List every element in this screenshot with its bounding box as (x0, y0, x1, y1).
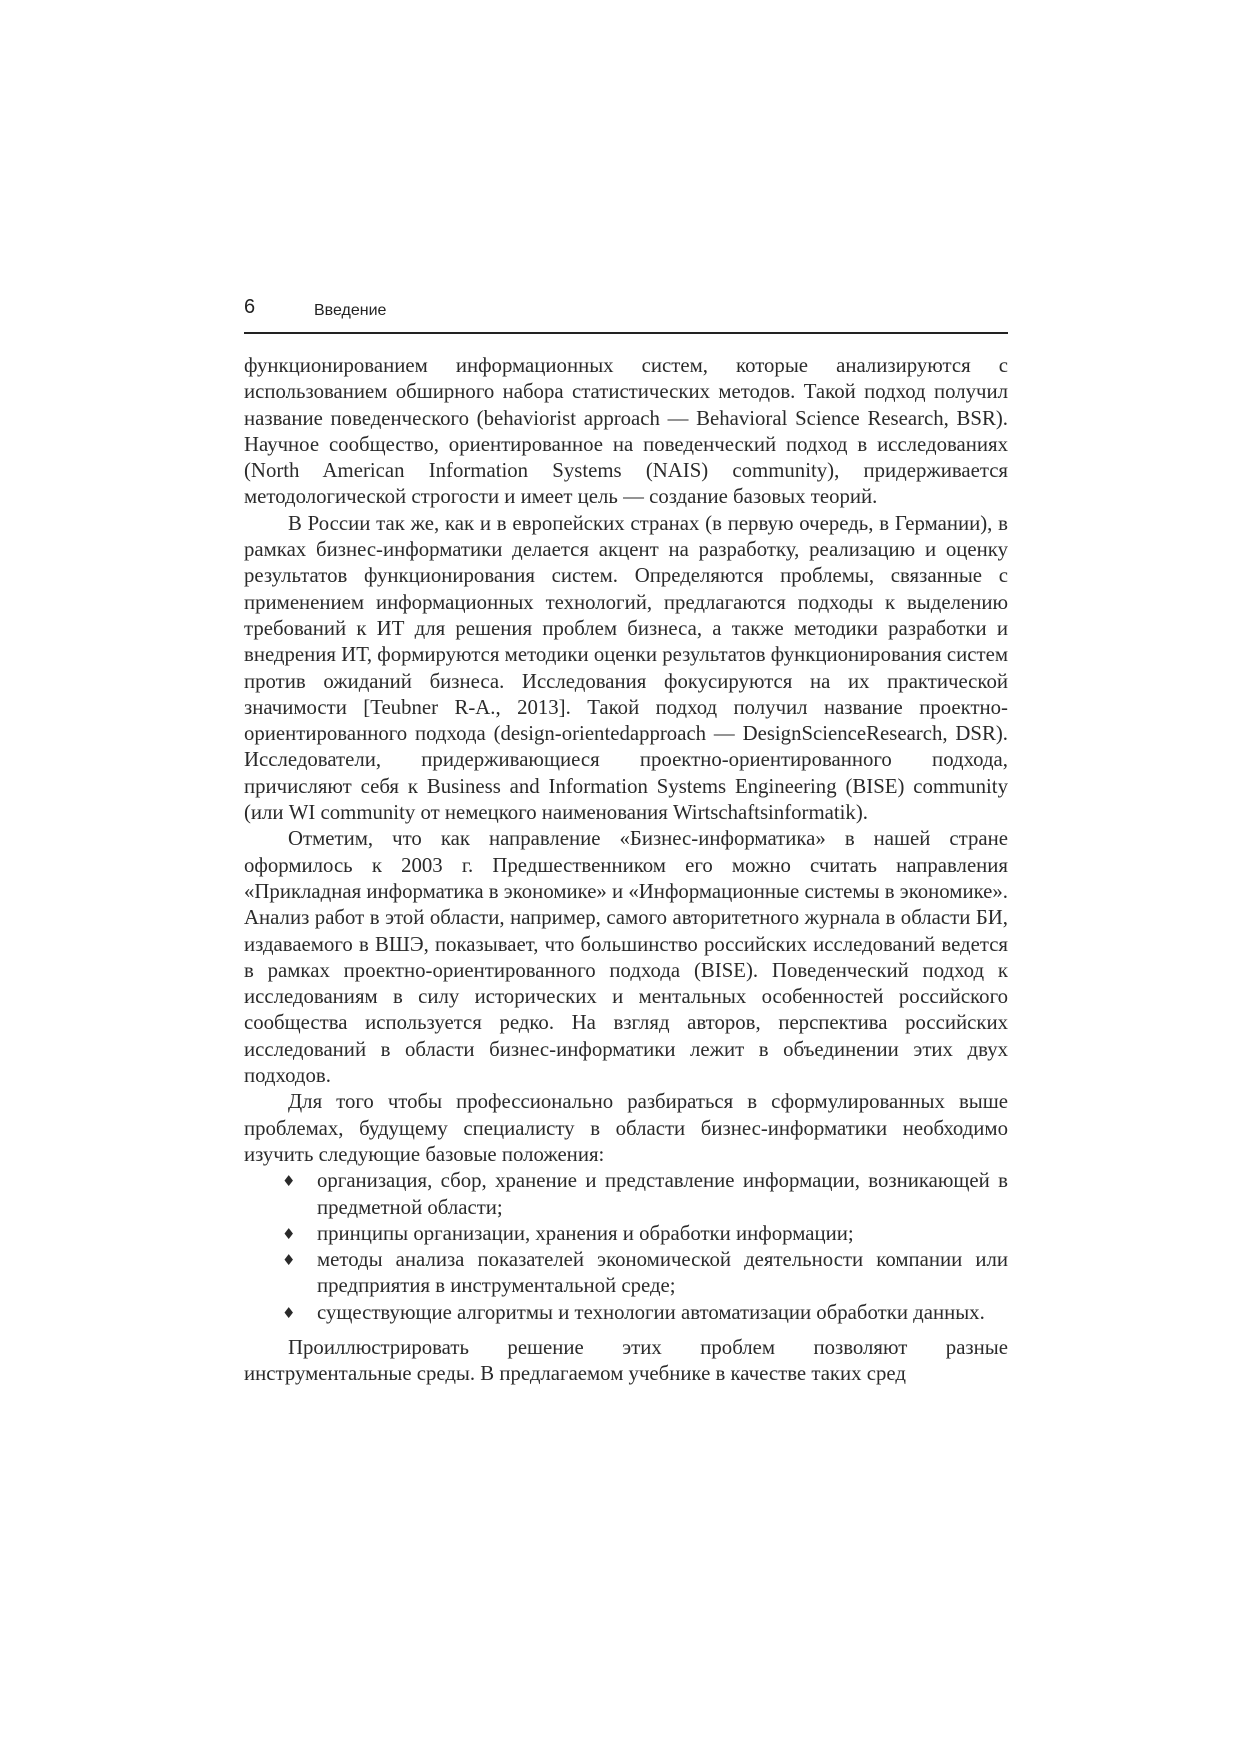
paragraph-4: Для того чтобы профессионально разбираться в сформулированных выше проблемах, будущему специалисту в области бизнес-информатики необходимо изучить следующие базовые положения: (244, 1090, 1008, 1166)
list-item (244, 1247, 1008, 1300)
paragraph-3: Отметим, что как направление «Бизнес-информатика» в нашей стране оформилось к 2003 г. Предшественником его можно считать направления «Прикладная информатика в экономике» и «Информационные системы в экономике». Анализ работ в этой области, например, самого авторитетного журнала в области БИ, издаваемого в ВШЭ, показывает, что большинство российских исследований ведется в рамках проектно-ориентированного подхода (BISE). Поведенческий подход к исследованиям в силу исторических и ментальных особенностей российского сообщества используется редко. На взгляд авторов, перспектива российских исследований в области бизнес-информатики лежит в объединении этих двух подходов. (244, 827, 1008, 1088)
body-text (244, 353, 1008, 1388)
diamond-bullet-icon: ♦ (282, 1251, 296, 1270)
running-title: Введение (314, 302, 387, 319)
list-item-text: существующие алгоритмы и технологии автоматизации обработки данных. (317, 1300, 985, 1324)
list-item (244, 1221, 1008, 1247)
list-item-text: организация, сбор, хранение и представление информации, возникающей в предметной области; (317, 1169, 1008, 1219)
list-item (244, 1168, 1008, 1221)
paragraph-1: функционированием информационных систем, которые анализируются с использованием обширного набора статистических методов. Такой подход получил название поведенческого (behaviorist approach — Behavioral Science Research, BSR). Научное сообщество, ориентированное на поведенческий подход в исследованиях (North American Information Systems (NAIS) community), придерживается методологической строгости и имеет цель — создание базовых теорий. (244, 354, 1008, 509)
paragraph-5: Проиллюстрировать решение этих проблем позволяют разные инструментальные среды. В предлагаемом учебнике в качестве таких сред (244, 1335, 1008, 1386)
diamond-bullet-icon: ♦ (282, 1224, 296, 1243)
page-number: 6 (244, 296, 256, 318)
diamond-bullet-icon: ♦ (282, 1172, 296, 1191)
list-item-text: методы анализа показателей экономической деятельности компании или предприятия в инструментальной среде; (317, 1248, 1008, 1298)
page-header (244, 296, 1008, 334)
list-item (244, 1300, 1008, 1326)
list-item-text: принципы организации, хранения и обработки информации; (317, 1221, 854, 1245)
paragraph-2: В России так же, как и в европейских странах (в первую очередь, в Германии), в рамках бизнес-информатики делается акцент на разработку, реализацию и оценку результатов функционирования систем. Определяются проблемы, связанные с применением информационных технологий, предлагаются подходы к выделению требований к ИТ для решения проблем бизнеса, а также методики разработки и внедрения ИТ, формируются методики оценки результатов функционирования систем против ожиданий бизнеса. Исследования фокусируются на их практической значимости [Teubner R-A., 2013]. Такой подход получил название проектно-ориентированного подхода (design-orientedapproach — DesignScienceResearch, DSR). Исследователи, придерживающиеся проектно-ориентированного подхода, причисляют себя к Business and Information Systems Engineering (BISE) community (или WI community от немецкого наименования Wirtschaftsinformatik). (244, 511, 1008, 825)
bullet-list (244, 1168, 1008, 1326)
diamond-bullet-icon: ♦ (282, 1303, 296, 1322)
